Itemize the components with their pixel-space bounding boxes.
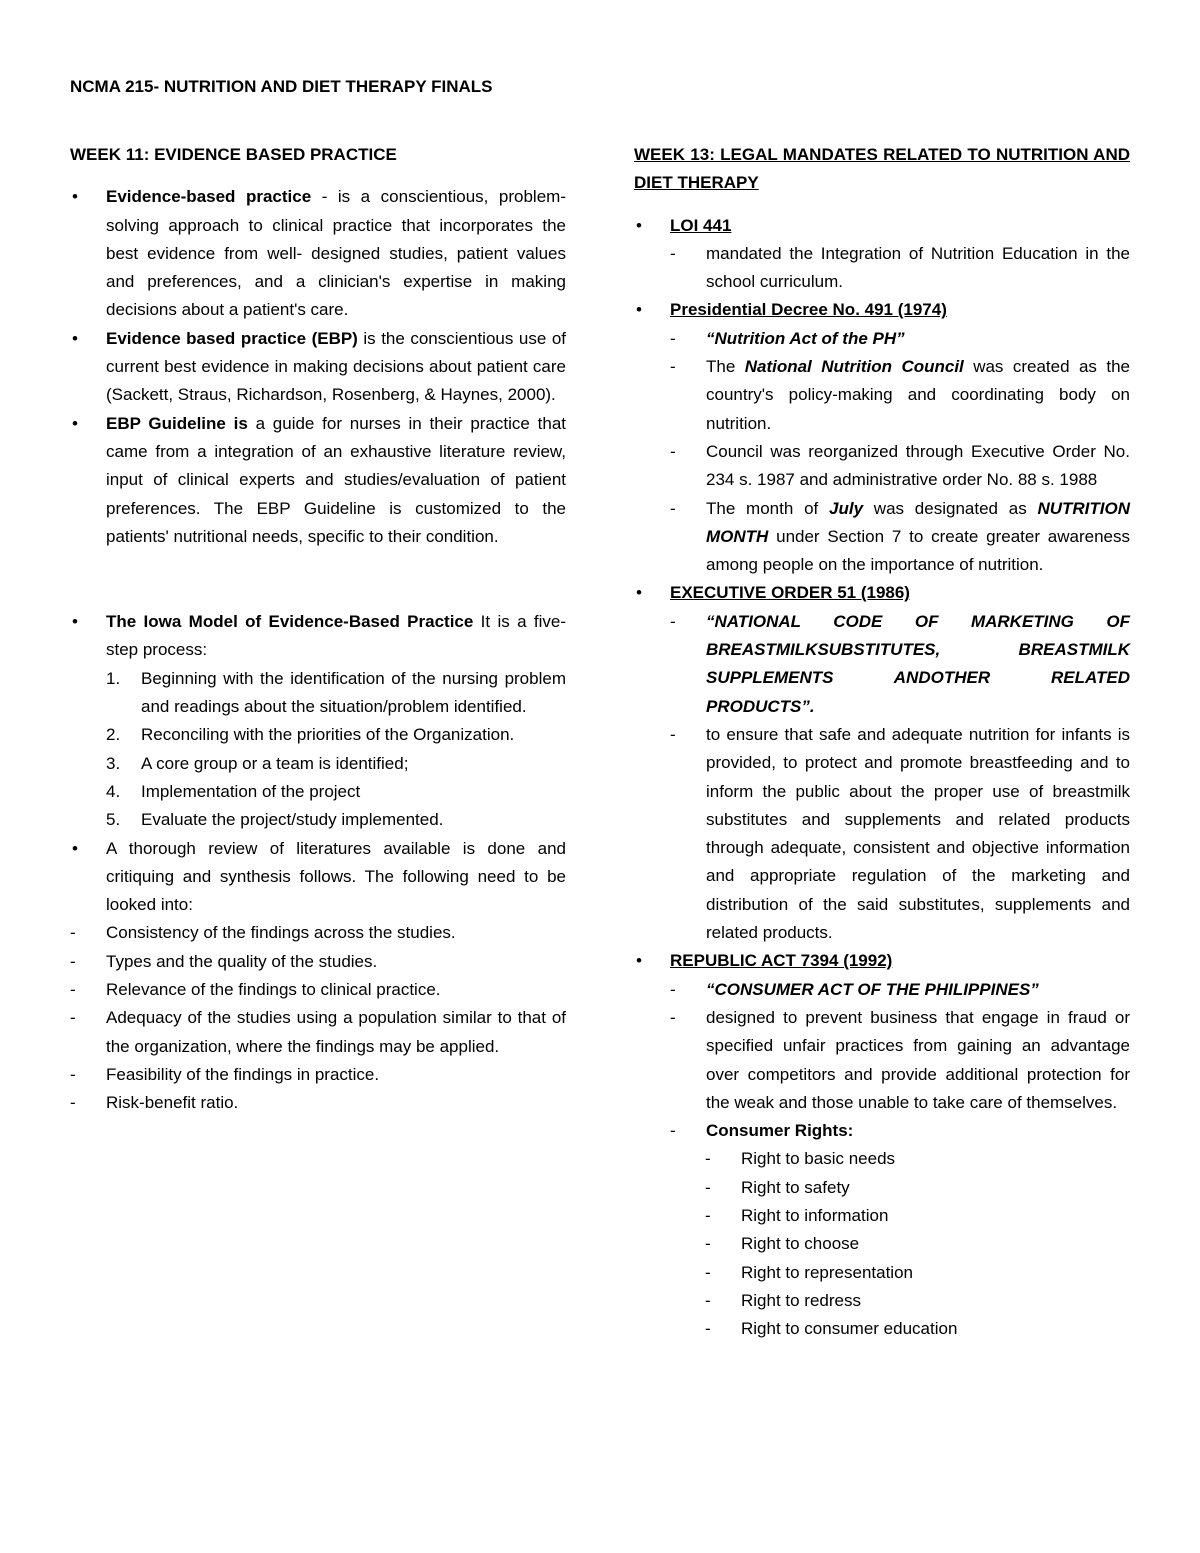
list-item: - designed to prevent business that engage in fraud or specified unfair practices from gaining an advantage over competitors and provide additional protection for the weak and those unable to take care of themselves.: [670, 1007, 1130, 1112]
bullet-eo-51: • EXECUTIVE ORDER 51 (1986): [634, 579, 1130, 607]
bullet-ebp-use: • Evidence based practice (EBP) is the conscientious use of current best evidence in making decisions about patient care (Sackett, Straus, Richardson, Rosenberg, & Haynes, 2000).: [70, 325, 566, 410]
bullet-pd-491: • Presidential Decree No. 491 (1974): [634, 296, 1130, 324]
right-item: - Right to information: [705, 1205, 889, 1225]
list-item: - Council was reorganized through Executive Order No. 234 s. 1987 and administrative order No. 88 s. 1988: [670, 441, 1130, 490]
right-item: - Right to choose: [705, 1234, 860, 1254]
bullet-iowa-model: • The Iowa Model of Evidence-Based Practice It is a five-step process:: [70, 608, 566, 665]
week11-title: WEEK 11: EVIDENCE BASED PRACTICE: [70, 145, 397, 164]
step-item: 4. Implementation of the project: [106, 781, 361, 801]
bullet-loi-441: • LOI 441: [634, 212, 1130, 240]
list-item: - “NATIONAL CODE OF MARKETING OF BREASTMILKSUBSTITUTES, BREASTMILK SUPPLEMENTS ANDOTHER RELATED PRODUCTS”.: [670, 611, 1130, 716]
bullet-icon: •: [72, 612, 78, 632]
right-item: - Right to consumer education: [705, 1319, 958, 1339]
bullet-icon: •: [72, 328, 78, 348]
right-item: - Right to safety: [705, 1177, 850, 1197]
bullet-literature-review: • A thorough review of literatures available is done and critiquing and synthesis follows. The following need to be looked into:: [70, 835, 566, 920]
bullet-icon: •: [636, 951, 642, 971]
list-item: - The National Nutrition Council was created as the country's policy-making and coordinating body on nutrition.: [670, 357, 1130, 433]
right-item: - Right to redress: [705, 1290, 861, 1310]
bullet-ebp-guideline: • EBP Guideline is a guide for nurses in their practice that came from a integration of an exhaustive literature review, input of clinical experts and studies/evaluation of patient preferences. The EBP Guideline is customized to the patients' nutritional needs, specific to their condition.: [70, 410, 566, 551]
consumer-rights-label: - Consumer Rights:: [670, 1121, 854, 1141]
list-item: - Consistency of the findings across the studies.: [70, 923, 456, 943]
document-title: NCMA 215- NUTRITION AND DIET THERAPY FINALS: [70, 77, 493, 96]
list-item: - “Nutrition Act of the PH”: [670, 328, 905, 348]
bullet-ebp-definition: • Evidence-based practice - is a conscientious, problem-solving approach to clinical practice that incorporates the best evidence from well- designed studies, patient values and preferences, and a clinician's expertise in making decisions about a patient's care.: [70, 183, 566, 324]
step-item: 5. Evaluate the project/study implemented.: [106, 810, 444, 830]
list-item: - “CONSUMER ACT OF THE PHILIPPINES”: [670, 979, 1039, 999]
list-item: - mandated the Integration of Nutrition Education in the school curriculum.: [670, 243, 1130, 292]
list-item: - Relevance of the findings to clinical practice.: [70, 980, 441, 1000]
bullet-icon: •: [72, 187, 78, 207]
bullet-icon: •: [72, 838, 78, 858]
bullet-icon: •: [72, 413, 78, 433]
right-item: - Right to representation: [705, 1262, 913, 1282]
step-item: 2. Reconciling with the priorities of the Organization.: [106, 725, 515, 745]
right-column: [634, 141, 1130, 1343]
week13-title: WEEK 13: LEGAL MANDATES RELATED TO NUTRITION AND DIET THERAPY: [634, 145, 1130, 193]
left-column: [70, 141, 566, 1118]
bullet-icon: •: [636, 583, 642, 603]
list-item: - The month of July was designated as NUTRITION MONTH under Section 7 to create greater awareness among people on the importance of nutrition.: [670, 498, 1131, 575]
step-item: 3. A core group or a team is identified;: [106, 753, 409, 773]
bullet-icon: •: [636, 300, 642, 320]
list-item: - Risk-benefit ratio.: [70, 1093, 239, 1113]
list-item: - to ensure that safe and adequate nutrition for infants is provided, to protect and promote breastfeeding and to inform the public about the proper use of breastmilk substitutes and supplements and related products through adequate, consistent and objective information and appropriate regulation of the marketing and distribution of the said substitutes, supplements and related products.: [670, 724, 1130, 943]
bullet-icon: •: [636, 215, 642, 235]
list-item: - Adequacy of the studies using a population similar to that of the organization, where the findings may be applied.: [70, 1008, 566, 1056]
list-item: - Types and the quality of the studies.: [70, 951, 378, 971]
bullet-ra-7394: • REPUBLIC ACT 7394 (1992): [634, 947, 1130, 975]
step-item: 1. Beginning with the identification of the nursing problem and readings about the situation/problem identified.: [106, 668, 566, 717]
right-item: - Right to basic needs: [705, 1149, 896, 1169]
list-item: - Feasibility of the findings in practice.: [70, 1064, 380, 1084]
